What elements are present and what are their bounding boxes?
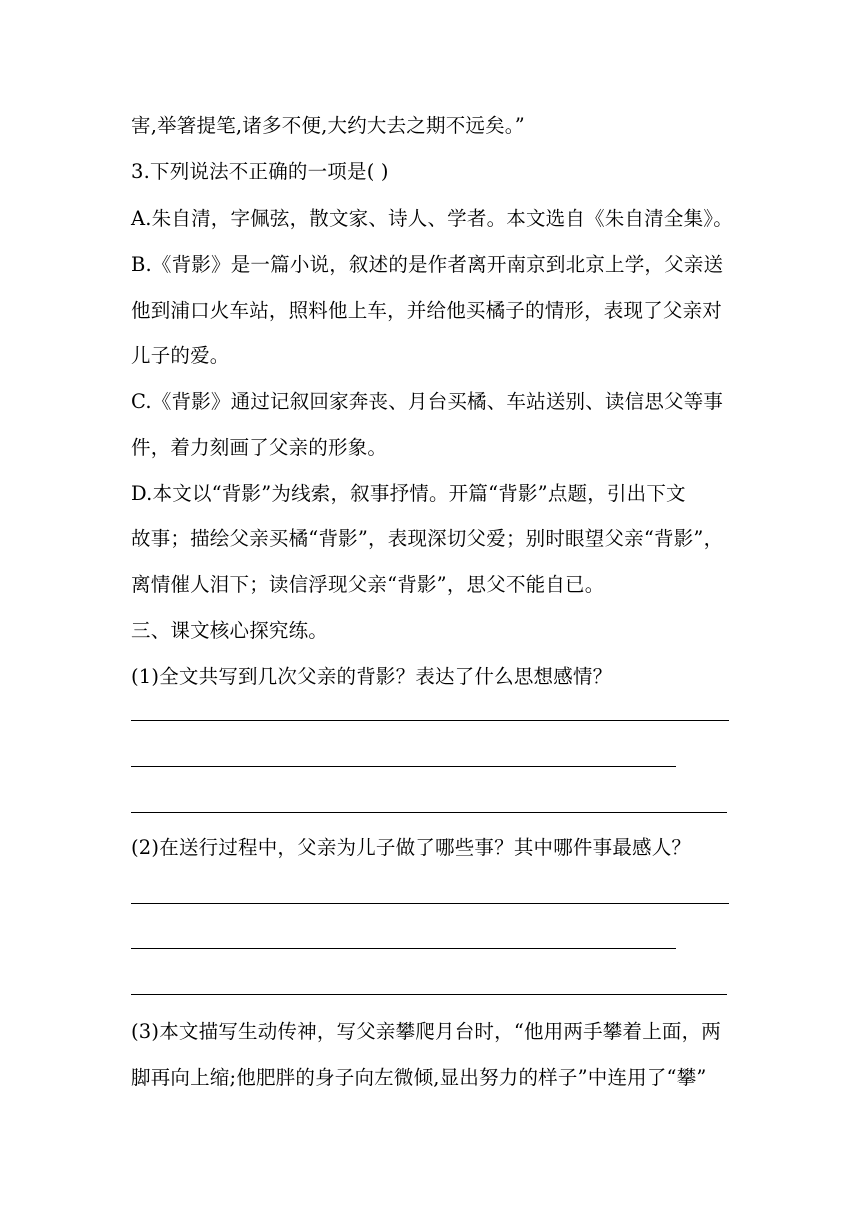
option-b-line-2: 他到浦口火车站，照料他上车，并给他买橘子的情形，表现了父亲对 — [131, 299, 723, 322]
option-b-line-1: B.《背影》是一篇小说，叙述的是作者离开南京到北京上学，父亲送 — [131, 253, 724, 276]
answer-line — [131, 948, 676, 949]
option-a: A.朱自清，字佩弦，散文家、诗人、学者。本文选自《朱自清全集》。 — [131, 207, 733, 230]
text-line-continuation: 害,举箸提笔,诸多不便,大约大去之期不远矣。” — [131, 114, 525, 137]
option-d-line-3: 离情催人泪下；读信浮现父亲“背影”，思父不能自已。 — [131, 573, 605, 596]
answer-line — [131, 720, 729, 721]
answer-line — [131, 812, 727, 813]
answer-line — [131, 766, 676, 767]
question-1-stem: (1)全文共写到几次父亲的背影？表达了什么思想感情？ — [131, 665, 613, 688]
answer-line — [131, 994, 727, 995]
question-3-line-1: (3)本文描写生动传神，写父亲攀爬月台时，“他用两手攀着上面，两 — [131, 1020, 721, 1043]
question-2-stem: (2)在送行过程中，父亲为儿子做了哪些事？其中哪件事最感人？ — [131, 836, 692, 859]
question-3-stem: 3.下列说法不正确的一项是( ) — [131, 160, 389, 183]
section-3-heading: 三、课文核心探究练。 — [131, 619, 329, 642]
answer-line — [131, 903, 729, 904]
option-b-line-3: 儿子的爱。 — [131, 344, 230, 367]
option-d-line-1: D.本文以“背影”为线索，叙事抒情。开篇“背影”点题，引出下文 — [131, 482, 686, 505]
option-d-line-2: 故事；描绘父亲买橘“背影”，表现深切父爱；别时眼望父亲“背影”， — [131, 527, 724, 550]
option-c-line-1: C.《背影》通过记叙回家奔丧、月台买橘、车站送别、读信思父等事 — [131, 390, 724, 413]
question-3-line-2: 脚再向上缩;他肥胖的身子向左微倾,显出努力的样子”中连用了“攀” — [131, 1066, 707, 1089]
option-c-line-2: 件，着力刻画了父亲的形象。 — [131, 436, 388, 459]
